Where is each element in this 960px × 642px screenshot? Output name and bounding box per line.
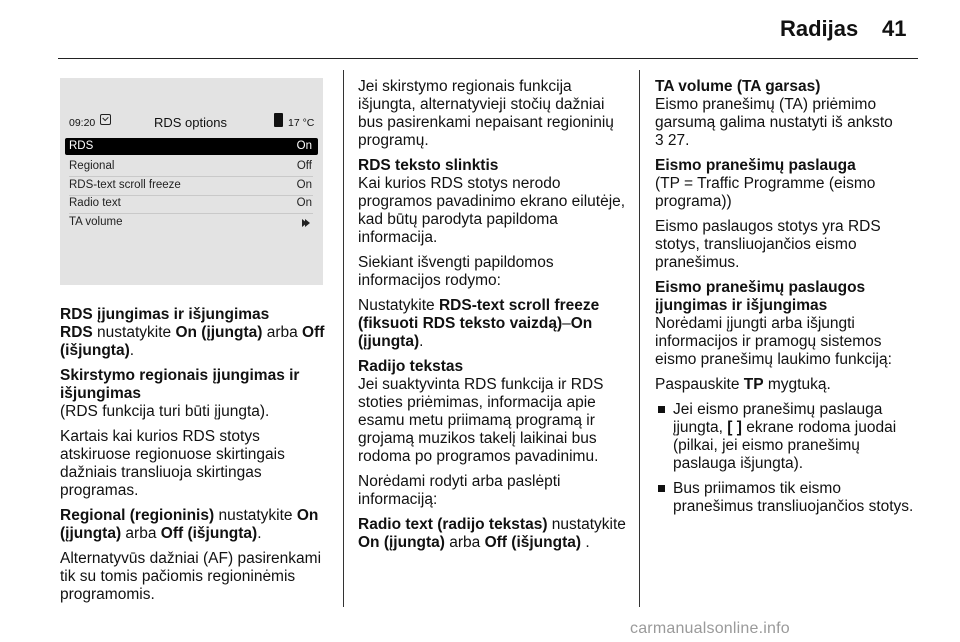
paragraph: Radio text (radijo tekstas) nustatykite On (įjungta) arba Off (išjungta) . xyxy=(358,516,626,551)
paragraph: Norėdami rodyti arba paslėpti informaciją: xyxy=(358,473,561,508)
section-heading: Eismo pranešimų paslauga xyxy=(655,157,856,174)
column-1 xyxy=(60,306,332,611)
section-heading: RDS įjungimas ir išjungimas xyxy=(60,306,270,323)
section-heading: Radijo tekstas xyxy=(358,358,464,375)
screen-title: RDS options xyxy=(154,115,227,130)
paragraph: Norėdami įjungti arba išjungti informacijos ir pramogų sistemos eismo pranešimų laukimo funkciją: xyxy=(655,315,892,368)
paragraph: Kartais kai kurios RDS stotys atskiruose regionuose skirtingais dažniais transliuoja skirtingas programas. xyxy=(60,428,285,499)
menu-row-rds-text-scroll-freeze[interactable] xyxy=(65,177,318,194)
menu-row-value: On xyxy=(296,140,312,152)
menu-row-label: TA volume xyxy=(69,216,123,228)
menu-row-label: Radio text xyxy=(69,197,121,209)
bullet-square-icon xyxy=(658,406,665,413)
menu-row-regional[interactable] xyxy=(65,158,318,175)
page-number: 41 xyxy=(882,16,907,41)
menu-row-radio-text[interactable] xyxy=(65,195,318,212)
paragraph: Eismo pranešimų (TA) priėmimo garsumą galima nustatyti iš anksto 3 27. xyxy=(655,96,893,149)
watermark: carmanualsonline.info xyxy=(630,620,790,637)
status-time: 09:20 xyxy=(69,117,96,129)
paragraph: Nustatykite RDS-text scroll freeze (fiksuoti RDS teksto vaizdą)–On (įjungta). xyxy=(358,297,600,350)
page-reference[interactable]: 3 27. xyxy=(655,132,690,149)
menu-row-value: On xyxy=(296,197,312,209)
page-header xyxy=(0,0,960,62)
menu-row-label: RDS xyxy=(69,140,94,152)
menu-row-label: Regional xyxy=(69,160,115,172)
clock-icon xyxy=(100,114,111,125)
menu-row-ta-volume[interactable] xyxy=(65,214,318,231)
menu-row-label: RDS-text scroll freeze xyxy=(69,179,181,191)
paragraph: (TP = Traffic Programme (eismo programa)) xyxy=(655,175,876,210)
section-heading: TA volume (TA garsas) xyxy=(655,78,821,95)
paragraph: Siekiant išvengti papildomos informacijos rodymo: xyxy=(358,254,554,289)
section-heading: Eismo pranešimų paslaugos įjungimas ir išjungimas xyxy=(655,279,866,314)
chevron-right-icon xyxy=(305,219,310,227)
paragraph: Paspauskite TP mygtuką. xyxy=(655,376,831,393)
column-divider-2 xyxy=(639,70,640,607)
bullet-square-icon xyxy=(658,485,665,492)
list-item: Jei eismo pranešimų paslauga įjungta, [ ] ekrane rodoma juodai (pilkai, jei eismo pranešimų paslauga išjungta). xyxy=(655,401,923,473)
paragraph: Alternatyvūs dažniai (AF) pasirenkami tik su tomis pačiomis regioninėmis programomis. xyxy=(60,550,322,603)
column-2 xyxy=(358,78,628,559)
paragraph: (RDS funkcija turi būti įjungta). xyxy=(60,403,270,420)
list-item: Bus priimamos tik eismo pranešimus transliuojančios stotys. xyxy=(655,480,923,516)
page-title: Radijas xyxy=(780,16,859,41)
menu-row-value: On xyxy=(296,179,312,191)
menu-row-rds[interactable] xyxy=(65,138,318,155)
paragraph: Jei skirstymo regionais funkcija išjungta, alternatyvieji stočių dažniai bus pasirenkami nepaisant regioninių programų. xyxy=(358,78,614,149)
column-3 xyxy=(655,78,923,523)
phone-icon xyxy=(274,113,283,127)
paragraph: RDS nustatykite On (įjungta) arba Off (išjungta). xyxy=(60,324,325,359)
rds-options-screenshot xyxy=(60,78,323,285)
status-temperature: 17 °C xyxy=(288,117,315,129)
column-divider-1 xyxy=(343,70,344,607)
paragraph: Kai kurios RDS stotys nerodo programos pavadinimo ekrano eilutėje, kad būtų parodyta papildoma informacija. xyxy=(358,175,626,246)
section-heading: Skirstymo regionais įjungimas ir išjungimas xyxy=(60,367,300,402)
header-rule xyxy=(58,58,918,59)
paragraph: Jei suaktyvinta RDS funkcija ir RDS stoties priėmimas, informacija apie esamu metu priimamą programą ir grojamą muzikos takelį laikinai bus rodoma po programos pavadinimu. xyxy=(358,376,604,465)
menu-row-value: Off xyxy=(296,160,312,172)
paragraph: Eismo paslaugos stotys yra RDS stotys, transliuojančios eismo pranešimus. xyxy=(655,218,881,271)
paragraph: Regional (regioninis) nustatykite On (įjungta) arba Off (išjungta). xyxy=(60,507,319,542)
bullet-list xyxy=(655,401,923,516)
section-heading: RDS teksto slinktis xyxy=(358,157,499,174)
